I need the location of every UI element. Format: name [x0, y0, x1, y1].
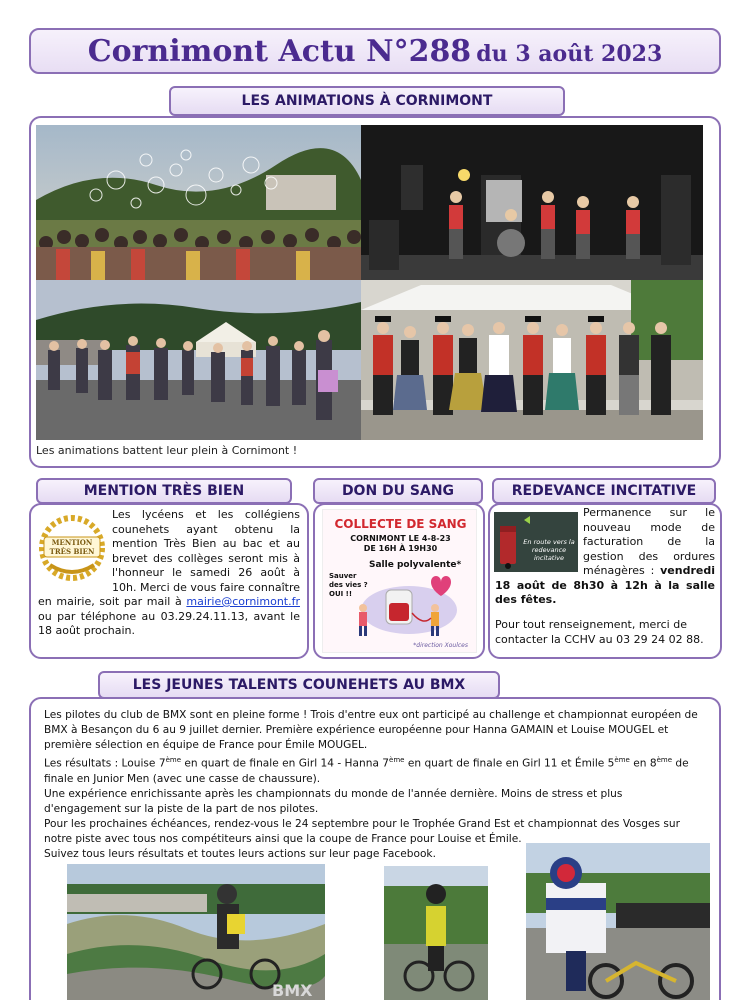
bmx-article	[44, 708, 699, 862]
badge-text-2: TRÈS BIEN	[49, 547, 95, 556]
don-poster	[322, 509, 477, 653]
badge-text-1: MENTION	[51, 538, 93, 547]
don-poster-hours: DE 16H À 19H30	[363, 544, 438, 553]
mention-heading: MENTION TRÈS BIEN	[36, 478, 292, 504]
don-poster-hall: Salle polyvalente*	[369, 560, 462, 570]
svg-text:BMX: BMX	[272, 981, 313, 1000]
newsletter-title	[29, 28, 721, 74]
photo-fair-crowd	[36, 280, 361, 440]
don-poster-title: COLLECTE DE SANG	[334, 517, 467, 531]
bmx-paragraph-4: Pour les prochaines échéances, rendez-vous le 24 septembre pour le Trophée Grand Est et championnat des Vosges sur notre piste avec tous nos compétiteurs ainsi que la coupe de France pour Louise et Émile.	[44, 817, 680, 845]
photo-bmx-track	[67, 864, 325, 1000]
don-heading: DON DU SANG	[313, 478, 483, 504]
redevance-body: Permanence sur le nouveau mode de facturation de la gestion des ordures ménagères :	[583, 506, 715, 577]
photo-folk-dancers	[361, 280, 703, 440]
bmx-paragraph-5: Suivez tous leurs résultats et toutes leurs actions sur leur page Facebook.	[44, 847, 436, 860]
mention-body: Les lycéens et les collégiens counehets ayant obtenu la mention Très Bien au bac et au brevet des collèges seront mis à l'honneur le samedi 26 août à 10h. Merci de vous faire connaître en mairie, soit par mail à	[38, 508, 300, 608]
animations-heading: LES ANIMATIONS À CORNIMONT	[169, 86, 565, 116]
redevance-text	[495, 506, 715, 608]
redevance-date: vendredi 18 août de 8h30 à 12h à la salle des fêtes.	[495, 564, 715, 606]
bmx-paragraph-results: Les résultats : Louise 7ème en quart de finale en Girl 14 - Hanna 7ème en quart de finale en Girl 11 et Émile 5ème en 8ème de finale en Junior Men (avec une casse de chaussure).	[44, 756, 689, 785]
mention-body-end: ou par téléphone au 03.29.24.11.13, avant le 18 août prochain.	[38, 609, 300, 637]
photo-bmx-rider	[384, 866, 488, 1000]
bmx-heading: LES JEUNES TALENTS COUNEHETS AU BMX	[98, 671, 500, 699]
photo-bubbles-crowd	[36, 125, 361, 280]
mention-email-link[interactable]: mairie@cornimont.fr	[186, 595, 300, 608]
don-poster-place: CORNIMONT LE 4-8-23	[350, 534, 451, 543]
title-main: Cornimont Actu N°288	[87, 34, 472, 69]
mention-text	[38, 508, 300, 639]
redevance-contact: Pour tout renseignement, merci de contacter la CCHV au 03 29 24 02 88.	[495, 618, 704, 646]
photo-bmx-racer	[526, 843, 710, 1000]
bmx-paragraph-3: Une expérience enrichissante après les championnats du monde de l'année dernière. Moins de stress et plus d'engagement sur la piste de la part de nos pilotes.	[44, 787, 623, 815]
blood-donation-illustration	[331, 568, 471, 638]
don-poster-slogan: Sauver des vies ? OUI !!	[329, 572, 368, 598]
animations-caption: Les animations battent leur plein à Cornimont !	[36, 444, 298, 457]
don-poster-note: *direction Xoulces	[413, 642, 468, 649]
photo-concert	[361, 125, 703, 280]
title-date: du 3 août 2023	[476, 41, 663, 67]
redevance-heading: REDEVANCE INCITATIVE	[492, 478, 716, 504]
bmx-paragraph-1: Les pilotes du club de BMX sont en pleine forme ! Trois d'entre eux ont participé au challenge et championnat européen de BMX à Besançon du 6 au 9 juillet dernier. Première expérience européenne pour Hanna GAMAIN et Louise MOUGEL et première sélection en équipe de France pour Émile MOUGEL.	[44, 709, 698, 751]
redevance-poster-text: En route vers la redevance incitative	[523, 538, 575, 562]
